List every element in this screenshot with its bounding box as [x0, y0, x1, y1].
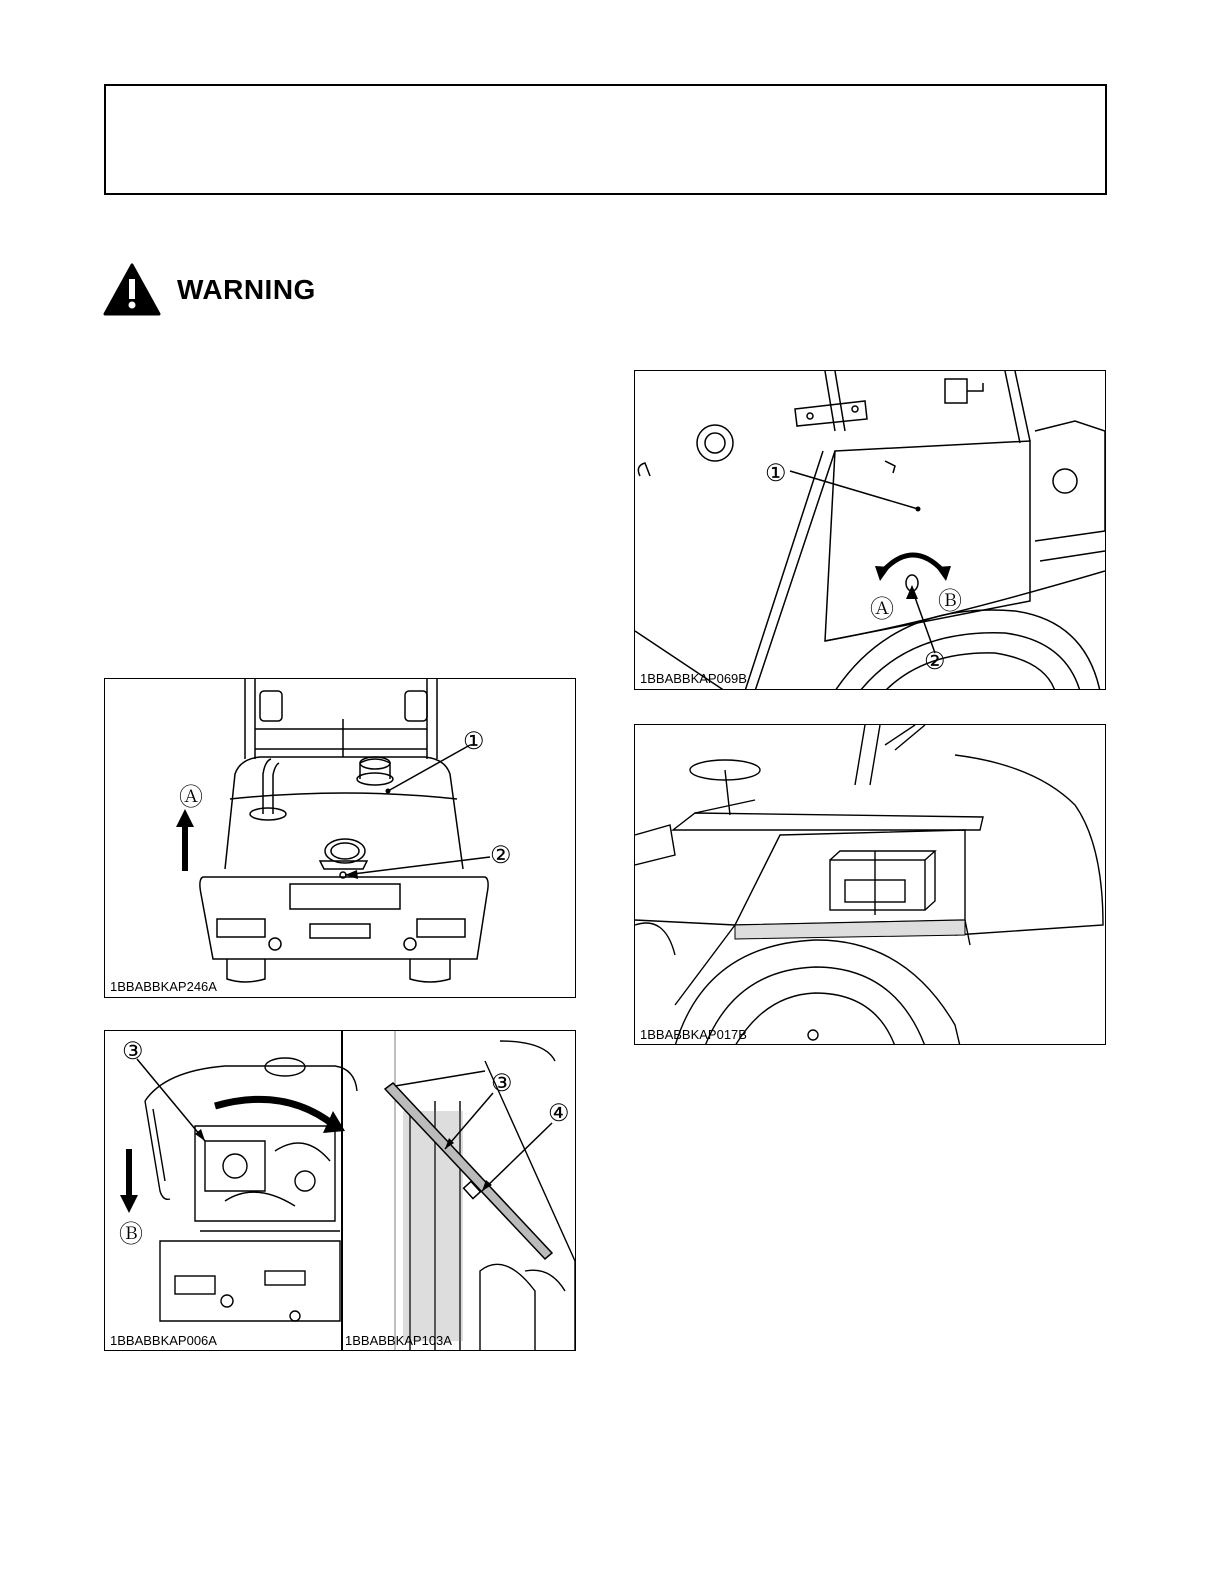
figure-code: 1BBABBKAP069B	[640, 671, 747, 686]
panel-divider	[341, 1031, 343, 1351]
callout-a: Ⓐ	[870, 596, 894, 623]
warning-heading	[103, 262, 316, 318]
callout-4: ④	[548, 1100, 570, 1127]
figure-hood-open	[104, 1030, 576, 1351]
side-cover-illustration	[635, 371, 1106, 690]
figure-code: 1BBABBKAP017B	[640, 1027, 747, 1042]
warning-label: WARNING	[177, 274, 316, 305]
figure-battery	[634, 724, 1106, 1045]
callout-2: ②	[490, 842, 512, 869]
callout-1: ①	[463, 728, 485, 755]
callout-b: Ⓑ	[119, 1221, 143, 1248]
callout-3-left: ③	[122, 1038, 144, 1065]
callout-a: Ⓐ	[179, 784, 203, 811]
callout-2: ②	[924, 648, 946, 675]
figure-hood-front	[104, 678, 576, 998]
figure-side-cover	[634, 370, 1106, 690]
figure-code-left: 1BBABBKAP006A	[110, 1333, 217, 1348]
callout-b: Ⓑ	[938, 588, 962, 615]
callout-1: ①	[765, 460, 787, 487]
figure-code-right: 1BBABBKAP103A	[345, 1333, 452, 1348]
hood-front-illustration	[105, 679, 576, 998]
battery-compartment-illustration	[635, 725, 1106, 1045]
callout-3-right: ③	[491, 1070, 513, 1097]
figure-code: 1BBABBKAP246A	[110, 979, 217, 994]
header-box	[104, 84, 1107, 195]
warning-triangle-icon	[103, 263, 161, 317]
